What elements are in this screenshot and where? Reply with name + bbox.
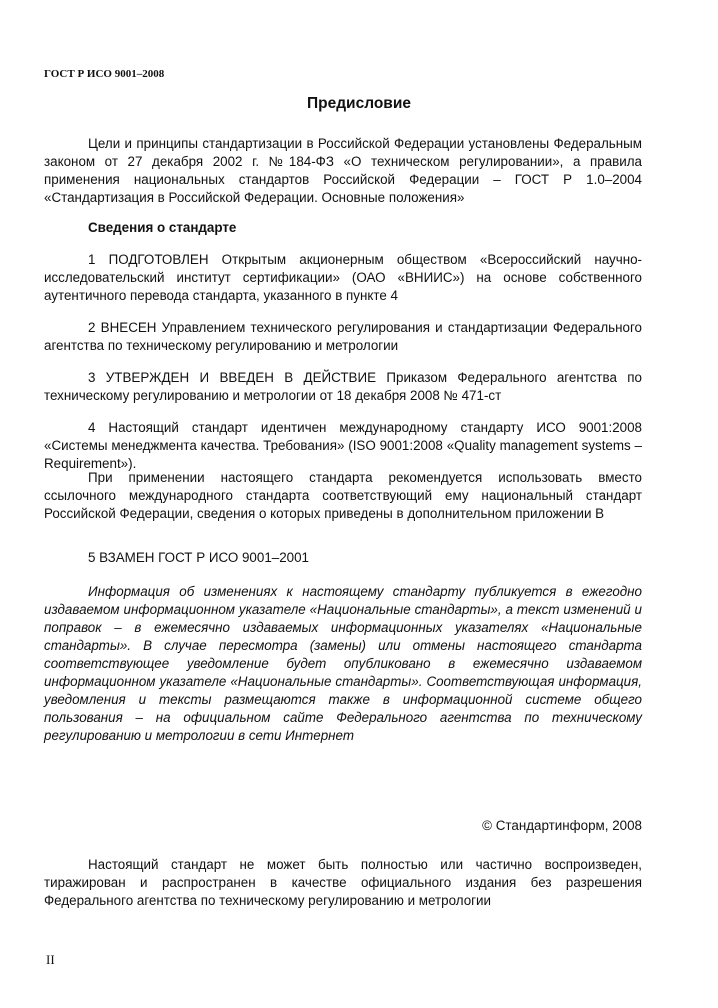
- item-2-paragraph: 2 ВНЕСЕН Управлением технического регулирования и стандартизации Федерального агентства по техническому регулированию и метрологии: [44, 320, 642, 353]
- item-5-line: 5 ВЗАМЕН ГОСТ Р ИСО 9001–2001: [88, 550, 310, 565]
- intro-paragraph: Цели и принципы стандартизации в Российской Федерации установлены Федеральным законом от 27 декабря 2002 г. №184-ФЗ «О техническом регулировании», а правила применения национальных стандартов Российской Федерации – ГОСТ Р 1.0–2004 «Стандартизация в Российской Федерации. Основные положения»: [44, 136, 642, 205]
- document-code-header: ГОСТ Р ИСО 9001–2008: [44, 68, 165, 80]
- item-3-paragraph: 3 УТВЕРЖДЕН И ВВЕДЕН В ДЕЙСТВИЕ Приказом Федерального агентства по техническому регулированию и метрологии от 18 декабря 2008 № 471-ст: [44, 370, 642, 403]
- page-number: II: [46, 952, 55, 967]
- item-4-note-paragraph: При применении настоящего стандарта рекомендуется использовать вместо ссылочного международного стандарта соответствующий ему национальный стандарт Российской Федерации, сведения о которых приведены в дополнительном приложении В: [44, 470, 642, 521]
- reproduction-notice-paragraph: Настоящий стандарт не может быть полностью или частично воспроизведен, тиражирован и распространен в качестве официального издания без разрешения Федерального агентства по техническому регулированию и метрологии: [44, 857, 642, 908]
- section-subheading: Сведения о стандарте: [88, 220, 237, 235]
- info-notice-paragraph: Информация об изменениях к настоящему стандарту публикуется в ежегодно издаваемом информационном указателе «Национальные стандарты», а текст изменений и поправок – в ежемесячно издаваемых информационных указателях «Национальные стандарты». В случае пересмотра (замены) или отмены настоящего стандарта соответствующее уведомление будет опубликовано в ежемесячно издаваемом информационном указателе «Национальные стандарты». Соответствующая информация, уведомления и тексты размещаются также в информационной системе общего пользования – на официальном сайте Федерального агентства по техническому регулированию и метрологии в сети Интернет: [44, 584, 642, 743]
- item-1-paragraph: 1 ПОДГОТОВЛЕН Открытым акционерным обществом «Всероссийский научно-исследовательский институт сертификации» (ОАО «ВНИИС») на основе собственного аутентичного перевода стандарта, указанного в пункте 4: [44, 252, 642, 303]
- page-title: Предисловие: [306, 95, 411, 112]
- copyright-notice: © Стандартинформ, 2008: [482, 818, 642, 833]
- item-4-paragraph: 4 Настоящий стандарт идентичен международному стандарту ИСО 9001:2008 «Системы менеджмента качества. Требования» (ISO 9001:2008 «Quality management systems – Requirement»).: [44, 420, 642, 471]
